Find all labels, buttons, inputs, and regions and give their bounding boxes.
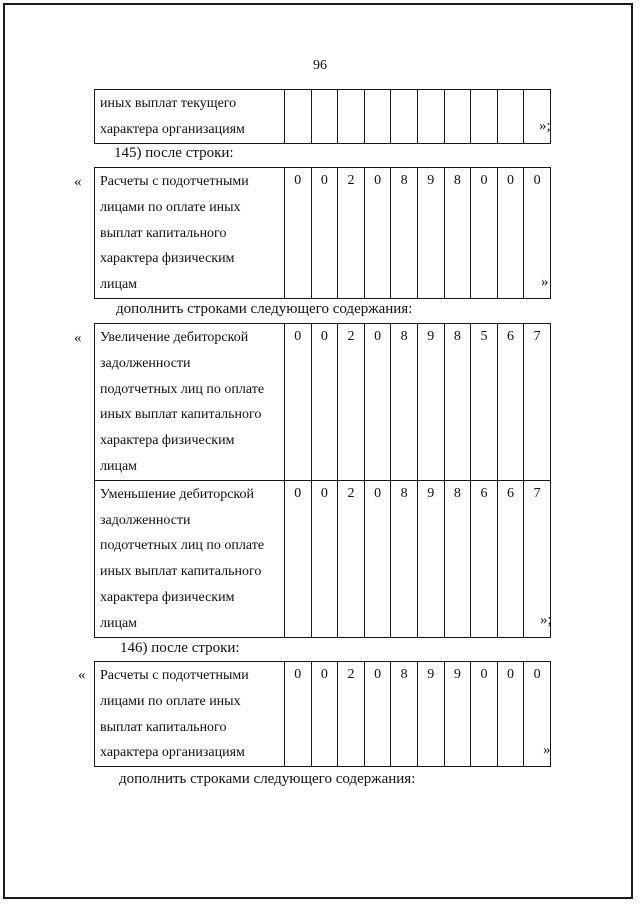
code-digit-cell: 0 (524, 168, 551, 299)
paragraph-add-rows-1: дополнить строками следующего содержания: (116, 301, 413, 317)
account-name-line: характера физическим (100, 433, 235, 449)
code-digit-cell: 0 (311, 168, 338, 299)
account-name-line: лицам (100, 615, 138, 631)
account-name-line: лицам (100, 277, 138, 293)
code-digit-cell: 9 (417, 324, 444, 481)
code-table-1 (94, 89, 551, 144)
code-digit-cell: 8 (444, 324, 471, 481)
account-name-line: характера физическим (100, 251, 235, 267)
account-name-line: иных выплат текущего (100, 96, 237, 111)
code-digit-cell: 0 (285, 168, 312, 299)
code-digit-cell: 9 (417, 662, 444, 767)
code-digit-cell (338, 90, 365, 144)
code-table-3 (94, 323, 551, 638)
account-name-line: Расчеты с подотчетными (100, 174, 249, 189)
account-name-cell (95, 480, 285, 637)
table-row (95, 480, 551, 637)
account-name-line: выплат капитального (100, 719, 227, 735)
code-digit-cell: 9 (417, 480, 444, 637)
code-digit-cell: 6 (497, 324, 524, 481)
closing-quote: » (543, 742, 551, 758)
code-digit-cell: 5 (471, 324, 498, 481)
table-row (95, 662, 551, 767)
code-table-2 (94, 167, 551, 299)
code-digit-cell: 0 (471, 168, 498, 299)
code-digit-cell: 8 (391, 324, 418, 481)
account-name-line: иных выплат капитального (100, 407, 262, 423)
code-digit-cell: 0 (285, 324, 312, 481)
closing-quote: »; (539, 118, 551, 134)
account-name-line: характера физическим (100, 589, 235, 605)
code-digit-cell: 0 (364, 480, 391, 637)
account-name-cell (95, 168, 285, 299)
code-digit-cell: 8 (444, 168, 471, 299)
account-name-line: задолженности (100, 512, 191, 528)
account-name-line: лицами по оплате иных (100, 693, 241, 709)
code-digit-cell: 8 (391, 662, 418, 767)
account-name-line: подотчетных лиц по оплате (100, 381, 265, 397)
closing-quote: »; (540, 612, 552, 628)
code-digit-cell: 8 (444, 480, 471, 637)
account-name-line: Увеличение дебиторской (100, 330, 249, 345)
code-digit-cell (311, 90, 338, 144)
table-row (95, 168, 551, 299)
code-digit-cell: 9 (417, 168, 444, 299)
table-row (95, 90, 551, 144)
code-digit-cell (471, 90, 498, 144)
code-table-4 (94, 661, 551, 767)
account-name-line: Уменьшение дебиторской (100, 486, 255, 502)
closing-quote: » (541, 274, 549, 290)
code-digit-cell: 0 (285, 480, 312, 637)
code-digit-cell: 7 (524, 324, 551, 481)
paragraph-146: 146) после строки: (120, 640, 240, 656)
code-digit-cell (497, 90, 524, 144)
account-name-line: Расчеты с подотчетными (100, 668, 249, 683)
code-digit-cell: 0 (311, 662, 338, 767)
code-digit-cell: 2 (338, 662, 365, 767)
code-digit-cell: 9 (444, 662, 471, 767)
code-digit-cell: 2 (338, 480, 365, 637)
account-name-line: иных выплат капитального (100, 564, 262, 580)
code-digit-cell: 8 (391, 480, 418, 637)
code-digit-cell (417, 90, 444, 144)
account-name-line: задолженности (100, 355, 191, 371)
code-digit-cell: 0 (497, 168, 524, 299)
code-digit-cell: 0 (364, 324, 391, 481)
code-digit-cell (391, 90, 418, 144)
code-digit-cell: 0 (311, 480, 338, 637)
page-number: 96 (313, 58, 327, 73)
account-name-line: характера организациям (100, 121, 245, 137)
code-digit-cell: 0 (364, 168, 391, 299)
account-name-line: лицам (100, 458, 138, 474)
code-digit-cell (364, 90, 391, 144)
code-digit-cell: 6 (497, 480, 524, 637)
code-digit-cell: 8 (391, 168, 418, 299)
code-digit-cell: 0 (524, 662, 551, 767)
code-digit-cell: 0 (471, 662, 498, 767)
opening-quote: « (74, 330, 82, 346)
account-name-cell (95, 90, 285, 144)
opening-quote: « (78, 667, 86, 683)
code-digit-cell: 2 (338, 168, 365, 299)
code-digit-cell (444, 90, 471, 144)
code-digit-cell: 7 (524, 480, 551, 637)
account-name-line: подотчетных лиц по оплате (100, 538, 265, 554)
account-name-line: выплат капитального (100, 225, 227, 241)
paragraph-145: 145) после строки: (114, 145, 234, 161)
code-digit-cell: 2 (338, 324, 365, 481)
table-row (95, 324, 551, 481)
code-digit-cell: 0 (285, 662, 312, 767)
code-digit-cell: 0 (497, 662, 524, 767)
code-digit-cell (285, 90, 312, 144)
account-name-line: характера организациям (100, 745, 245, 761)
account-name-cell (95, 324, 285, 481)
code-digit-cell: 0 (364, 662, 391, 767)
opening-quote: « (74, 174, 82, 190)
code-digit-cell: 0 (311, 324, 338, 481)
code-digit-cell: 6 (471, 480, 498, 637)
account-name-line: лицами по оплате иных (100, 199, 241, 215)
paragraph-add-rows-2: дополнить строками следующего содержания: (119, 771, 416, 787)
code-digit-cell (524, 90, 551, 144)
account-name-cell (95, 662, 285, 767)
